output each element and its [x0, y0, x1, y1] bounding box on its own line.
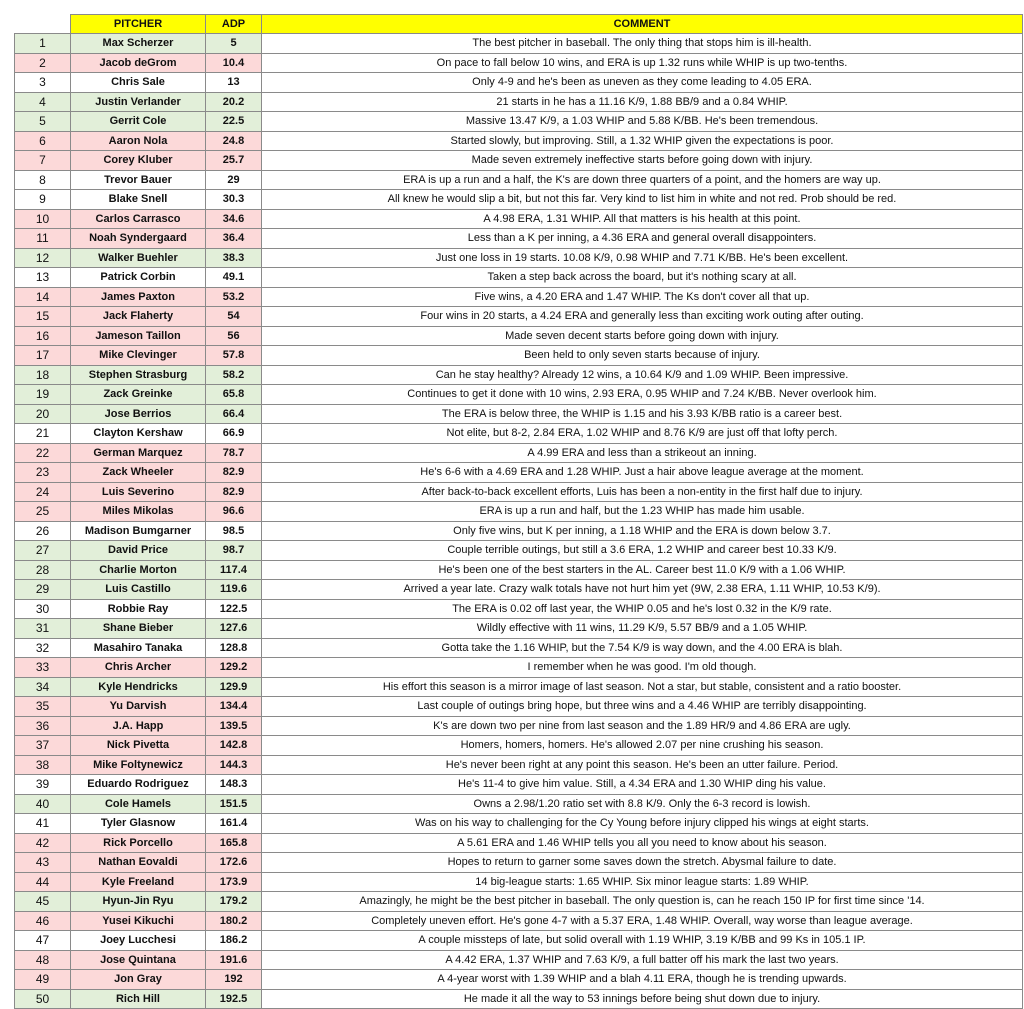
rank-cell[interactable]: 22 — [15, 443, 71, 463]
rank-cell[interactable]: 24 — [15, 482, 71, 502]
pitcher-row — [15, 53, 1023, 73]
comment-cell[interactable]: Couple terrible outings, but still a 3.6 ERA, 1.2 WHIP and career best 10.33 K/9. — [262, 541, 1023, 561]
comment-cell[interactable]: Massive 13.47 K/9, a 1.03 WHIP and 5.88 K/BB. He's been tremendous. — [262, 112, 1023, 132]
rank-cell[interactable]: 3 — [15, 73, 71, 93]
comment-column-header[interactable]: COMMENT — [262, 15, 1023, 34]
rankings-table — [14, 14, 1023, 1009]
pitcher-name-cell[interactable]: Mike Foltynewicz — [71, 755, 206, 775]
pitcher-name-cell[interactable]: Gerrit Cole — [71, 112, 206, 132]
pitcher-row — [15, 326, 1023, 346]
pitcher-row — [15, 229, 1023, 249]
rank-cell[interactable]: 21 — [15, 424, 71, 444]
pitcher-name-cell[interactable]: Patrick Corbin — [71, 268, 206, 288]
pitcher-name-cell[interactable]: Kyle Hendricks — [71, 677, 206, 697]
comment-cell[interactable]: Owns a 2.98/1.20 ratio set with 8.8 K/9. Only the 6-3 record is lowish. — [262, 794, 1023, 814]
adp-cell[interactable]: 192 — [206, 970, 262, 990]
comment-cell[interactable]: Continues to get it done with 10 wins, 2.93 ERA, 0.95 WHIP and 7.24 K/BB. Never overlook him. — [262, 385, 1023, 405]
pitcher-row — [15, 833, 1023, 853]
comment-cell[interactable]: He's never been right at any point this season. He's been an utter failure. Period. — [262, 755, 1023, 775]
comment-cell[interactable]: A 4-year worst with 1.39 WHIP and a blah 4.11 ERA, though he is trending upwards. — [262, 970, 1023, 990]
rank-cell[interactable]: 11 — [15, 229, 71, 249]
pitcher-name-cell[interactable]: Charlie Morton — [71, 560, 206, 580]
pitcher-row — [15, 677, 1023, 697]
adp-cell[interactable]: 20.2 — [206, 92, 262, 112]
adp-cell[interactable]: 144.3 — [206, 755, 262, 775]
comment-cell[interactable]: He's 11-4 to give him value. Still, a 4.34 ERA and 1.30 WHIP ding his value. — [262, 775, 1023, 795]
rank-cell[interactable]: 50 — [15, 989, 71, 1009]
comment-cell[interactable]: I remember when he was good. I'm old though. — [262, 658, 1023, 678]
rankings-table-body — [15, 15, 1023, 1009]
comment-cell[interactable]: 21 starts in he has a 11.16 K/9, 1.88 BB/9 and a 0.84 WHIP. — [262, 92, 1023, 112]
adp-cell[interactable]: 179.2 — [206, 892, 262, 912]
comment-cell[interactable]: Five wins, a 4.20 ERA and 1.47 WHIP. The Ks don't cover all that up. — [262, 287, 1023, 307]
comment-cell[interactable]: Started slowly, but improving. Still, a 1.32 WHIP given the expectations is poor. — [262, 131, 1023, 151]
adp-cell[interactable]: 180.2 — [206, 911, 262, 931]
adp-cell[interactable]: 191.6 — [206, 950, 262, 970]
pitcher-row — [15, 34, 1023, 54]
pitcher-name-cell[interactable]: Luis Severino — [71, 482, 206, 502]
pitcher-name-cell[interactable]: Jack Flaherty — [71, 307, 206, 327]
pitcher-name-cell[interactable]: Aaron Nola — [71, 131, 206, 151]
pitcher-name-cell[interactable]: J.A. Happ — [71, 716, 206, 736]
adp-cell[interactable]: 165.8 — [206, 833, 262, 853]
rank-cell[interactable]: 43 — [15, 853, 71, 873]
rank-cell[interactable]: 33 — [15, 658, 71, 678]
rank-cell[interactable]: 31 — [15, 619, 71, 639]
pitcher-name-cell[interactable]: Robbie Ray — [71, 599, 206, 619]
pitcher-name-cell[interactable]: Jon Gray — [71, 970, 206, 990]
pitcher-row — [15, 443, 1023, 463]
adp-cell[interactable]: 128.8 — [206, 638, 262, 658]
pitcher-row — [15, 521, 1023, 541]
pitcher-row — [15, 911, 1023, 931]
pitcher-name-cell[interactable]: Jameson Taillon — [71, 326, 206, 346]
adp-cell[interactable]: 117.4 — [206, 560, 262, 580]
comment-cell[interactable]: Homers, homers, homers. He's allowed 2.07 per nine crushing his season. — [262, 736, 1023, 756]
pitcher-name-cell[interactable]: Luis Castillo — [71, 580, 206, 600]
adp-cell[interactable]: 25.7 — [206, 151, 262, 171]
rank-cell[interactable]: 2 — [15, 53, 71, 73]
pitcher-name-cell[interactable]: Carlos Carrasco — [71, 209, 206, 229]
pitcher-row — [15, 794, 1023, 814]
pitcher-name-cell[interactable]: Rich Hill — [71, 989, 206, 1009]
pitcher-row — [15, 970, 1023, 990]
adp-cell[interactable]: 122.5 — [206, 599, 262, 619]
pitcher-name-cell[interactable]: Nick Pivetta — [71, 736, 206, 756]
comment-cell[interactable]: On pace to fall below 10 wins, and ERA is up 1.32 runs while WHIP is up two-tenths. — [262, 53, 1023, 73]
rank-cell[interactable]: 18 — [15, 365, 71, 385]
pitcher-name-cell[interactable]: German Marquez — [71, 443, 206, 463]
adp-cell[interactable]: 66.4 — [206, 404, 262, 424]
adp-cell[interactable]: 30.3 — [206, 190, 262, 210]
comment-cell[interactable]: He made it all the way to 53 innings before being shut down due to injury. — [262, 989, 1023, 1009]
adp-cell[interactable]: 57.8 — [206, 346, 262, 366]
pitcher-row — [15, 248, 1023, 268]
adp-cell[interactable]: 173.9 — [206, 872, 262, 892]
comment-cell[interactable]: Less than a K per inning, a 4.36 ERA and general overall disappointers. — [262, 229, 1023, 249]
rank-cell[interactable]: 5 — [15, 112, 71, 132]
rank-cell[interactable]: 41 — [15, 814, 71, 834]
adp-cell[interactable]: 10.4 — [206, 53, 262, 73]
pitcher-name-cell[interactable]: Walker Buehler — [71, 248, 206, 268]
pitcher-name-cell[interactable]: David Price — [71, 541, 206, 561]
rank-cell[interactable]: 36 — [15, 716, 71, 736]
rank-cell[interactable]: 29 — [15, 580, 71, 600]
adp-cell[interactable]: 172.6 — [206, 853, 262, 873]
adp-cell[interactable]: 186.2 — [206, 931, 262, 951]
comment-cell[interactable]: Wildly effective with 11 wins, 11.29 K/9, 5.57 BB/9 and a 1.05 WHIP. — [262, 619, 1023, 639]
adp-cell[interactable]: 98.7 — [206, 541, 262, 561]
adp-cell[interactable]: 96.6 — [206, 502, 262, 522]
adp-cell[interactable]: 139.5 — [206, 716, 262, 736]
pitcher-name-cell[interactable]: James Paxton — [71, 287, 206, 307]
comment-cell[interactable]: Amazingly, he might be the best pitcher in baseball. The only question is, can he reach 150 IP for first time since '14. — [262, 892, 1023, 912]
comment-cell[interactable]: Taken a step back across the board, but it's nothing scary at all. — [262, 268, 1023, 288]
pitcher-name-cell[interactable]: Trevor Bauer — [71, 170, 206, 190]
comment-cell[interactable]: The best pitcher in baseball. The only thing that stops him is ill-health. — [262, 34, 1023, 54]
comment-cell[interactable]: His effort this season is a mirror image of last season. Not a star, but stable, consistent and a ratio booster. — [262, 677, 1023, 697]
rank-cell[interactable]: 7 — [15, 151, 71, 171]
pitcher-row — [15, 775, 1023, 795]
rank-cell[interactable]: 45 — [15, 892, 71, 912]
comment-cell[interactable]: K's are down two per nine from last season and the 1.89 HR/9 and 4.86 ERA are ugly. — [262, 716, 1023, 736]
rank-cell[interactable]: 10 — [15, 209, 71, 229]
pitcher-name-cell[interactable]: Jose Berrios — [71, 404, 206, 424]
comment-cell[interactable]: Hopes to return to garner some saves down the stretch. Abysmal failure to date. — [262, 853, 1023, 873]
adp-cell[interactable]: 13 — [206, 73, 262, 93]
pitcher-name-cell[interactable]: Jacob deGrom — [71, 53, 206, 73]
comment-cell[interactable]: Just one loss in 19 starts. 10.08 K/9, 0.98 WHIP and 7.71 K/BB. He's been excellent. — [262, 248, 1023, 268]
adp-cell[interactable]: 58.2 — [206, 365, 262, 385]
comment-cell[interactable]: Four wins in 20 starts, a 4.24 ERA and generally less than exciting work outing after outing. — [262, 307, 1023, 327]
rank-cell[interactable]: 34 — [15, 677, 71, 697]
rank-cell[interactable]: 15 — [15, 307, 71, 327]
rank-cell[interactable]: 1 — [15, 34, 71, 54]
pitcher-row — [15, 619, 1023, 639]
pitcher-row — [15, 502, 1023, 522]
rank-cell[interactable]: 26 — [15, 521, 71, 541]
rank-cell[interactable]: 40 — [15, 794, 71, 814]
comment-cell[interactable]: Only 4-9 and he's been as uneven as they come leading to 4.05 ERA. — [262, 73, 1023, 93]
rank-cell[interactable]: 37 — [15, 736, 71, 756]
pitcher-row — [15, 268, 1023, 288]
rank-cell[interactable]: 13 — [15, 268, 71, 288]
adp-cell[interactable]: 98.5 — [206, 521, 262, 541]
adp-cell[interactable]: 5 — [206, 34, 262, 54]
rank-cell[interactable]: 42 — [15, 833, 71, 853]
pitcher-row — [15, 92, 1023, 112]
rank-cell[interactable]: 4 — [15, 92, 71, 112]
pitcher-name-cell[interactable]: Stephen Strasburg — [71, 365, 206, 385]
pitcher-name-cell[interactable]: Zack Wheeler — [71, 463, 206, 483]
header-row — [15, 15, 1023, 34]
pitcher-row — [15, 346, 1023, 366]
rank-cell[interactable]: 8 — [15, 170, 71, 190]
rank-cell[interactable]: 27 — [15, 541, 71, 561]
pitcher-row — [15, 560, 1023, 580]
adp-cell[interactable]: 142.8 — [206, 736, 262, 756]
pitcher-row — [15, 307, 1023, 327]
rank-cell[interactable]: 17 — [15, 346, 71, 366]
adp-cell[interactable]: 56 — [206, 326, 262, 346]
pitcher-row — [15, 463, 1023, 483]
pitcher-row — [15, 112, 1023, 132]
comment-cell[interactable]: A 4.42 ERA, 1.37 WHIP and 7.63 K/9, a full batter off his mark the last two years. — [262, 950, 1023, 970]
pitcher-row — [15, 541, 1023, 561]
pitcher-name-cell[interactable]: Chris Archer — [71, 658, 206, 678]
comment-cell[interactable]: Made seven decent starts before going down with injury. — [262, 326, 1023, 346]
adp-cell[interactable]: 161.4 — [206, 814, 262, 834]
pitcher-name-cell[interactable]: Hyun-Jin Ryu — [71, 892, 206, 912]
rank-cell[interactable]: 46 — [15, 911, 71, 931]
pitcher-name-cell[interactable]: Mike Clevinger — [71, 346, 206, 366]
pitcher-row — [15, 736, 1023, 756]
comment-cell[interactable]: Arrived a year late. Crazy walk totals have not hurt him yet (9W, 2.38 ERA, 1.11 WHIP, 10.53 K/9). — [262, 580, 1023, 600]
adp-cell[interactable]: 66.9 — [206, 424, 262, 444]
adp-cell[interactable]: 24.8 — [206, 131, 262, 151]
comment-cell[interactable]: 14 big-league starts: 1.65 WHIP. Six minor league starts: 1.89 WHIP. — [262, 872, 1023, 892]
pitcher-row — [15, 151, 1023, 171]
rank-cell[interactable]: 25 — [15, 502, 71, 522]
pitcher-name-cell[interactable]: Nathan Eovaldi — [71, 853, 206, 873]
pitcher-name-cell[interactable]: Zack Greinke — [71, 385, 206, 405]
adp-column-header[interactable]: ADP — [206, 15, 262, 34]
comment-cell[interactable]: Not elite, but 8-2, 2.84 ERA, 1.02 WHIP and 8.76 K/9 are just off that lofty perch. — [262, 424, 1023, 444]
comment-cell[interactable]: He's 6-6 with a 4.69 ERA and 1.28 WHIP. Just a hair above league average at the moment. — [262, 463, 1023, 483]
pitcher-row — [15, 287, 1023, 307]
rank-cell[interactable]: 35 — [15, 697, 71, 717]
pitcher-row — [15, 131, 1023, 151]
pitcher-name-cell[interactable]: Jose Quintana — [71, 950, 206, 970]
comment-cell[interactable]: The ERA is 0.02 off last year, the WHIP 0.05 and he's lost 0.32 in the K/9 rate. — [262, 599, 1023, 619]
adp-cell[interactable]: 148.3 — [206, 775, 262, 795]
adp-cell[interactable]: 49.1 — [206, 268, 262, 288]
adp-cell[interactable]: 34.6 — [206, 209, 262, 229]
pitcher-name-cell[interactable]: Justin Verlander — [71, 92, 206, 112]
adp-cell[interactable]: 29 — [206, 170, 262, 190]
pitcher-name-cell[interactable]: Yu Darvish — [71, 697, 206, 717]
comment-cell[interactable]: A 4.98 ERA, 1.31 WHIP. All that matters is his health at this point. — [262, 209, 1023, 229]
adp-cell[interactable]: 36.4 — [206, 229, 262, 249]
adp-cell[interactable]: 82.9 — [206, 463, 262, 483]
adp-cell[interactable]: 38.3 — [206, 248, 262, 268]
pitcher-name-cell[interactable]: Blake Snell — [71, 190, 206, 210]
pitcher-row — [15, 365, 1023, 385]
comment-cell[interactable]: Made seven extremely ineffective starts before going down with injury. — [262, 151, 1023, 171]
comment-cell[interactable]: After back-to-back excellent efforts, Luis has been a non-entity in the first half due to injury. — [262, 482, 1023, 502]
comment-cell[interactable]: Was on his way to challenging for the Cy Young before injury clipped his wings at eight starts. — [262, 814, 1023, 834]
pitcher-name-cell[interactable]: Shane Bieber — [71, 619, 206, 639]
pitcher-name-cell[interactable]: Masahiro Tanaka — [71, 638, 206, 658]
adp-cell[interactable]: 151.5 — [206, 794, 262, 814]
pitcher-row — [15, 892, 1023, 912]
rank-cell[interactable]: 28 — [15, 560, 71, 580]
rank-cell[interactable]: 44 — [15, 872, 71, 892]
pitcher-row — [15, 697, 1023, 717]
pitcher-row — [15, 716, 1023, 736]
comment-cell[interactable]: A 5.61 ERA and 1.46 WHIP tells you all you need to know about his season. — [262, 833, 1023, 853]
pitcher-name-cell[interactable]: Eduardo Rodriguez — [71, 775, 206, 795]
adp-cell[interactable]: 127.6 — [206, 619, 262, 639]
pitcher-name-cell[interactable]: Kyle Freeland — [71, 872, 206, 892]
pitcher-name-cell[interactable]: Max Scherzer — [71, 34, 206, 54]
rank-cell[interactable]: 49 — [15, 970, 71, 990]
pitcher-row — [15, 482, 1023, 502]
pitcher-row — [15, 658, 1023, 678]
pitcher-name-cell[interactable]: Joey Lucchesi — [71, 931, 206, 951]
pitcher-row — [15, 404, 1023, 424]
adp-cell[interactable]: 192.5 — [206, 989, 262, 1009]
header-blank-cell — [15, 15, 71, 34]
pitcher-row — [15, 580, 1023, 600]
comment-cell[interactable]: He's been one of the best starters in the AL. Career best 11.0 K/9 with a 1.06 WHIP. — [262, 560, 1023, 580]
comment-cell[interactable]: All knew he would slip a bit, but not this far. Very kind to list him in white and not red. Prob should be red. — [262, 190, 1023, 210]
pitcher-row — [15, 853, 1023, 873]
rank-cell[interactable]: 14 — [15, 287, 71, 307]
pitcher-name-cell[interactable]: Madison Bumgarner — [71, 521, 206, 541]
adp-cell[interactable]: 82.9 — [206, 482, 262, 502]
adp-cell[interactable]: 78.7 — [206, 443, 262, 463]
rank-cell[interactable]: 20 — [15, 404, 71, 424]
rank-cell[interactable]: 38 — [15, 755, 71, 775]
adp-cell[interactable]: 65.8 — [206, 385, 262, 405]
pitcher-row — [15, 170, 1023, 190]
comment-cell[interactable]: Can he stay healthy? Already 12 wins, a 10.64 K/9 and 1.09 WHIP. Been impressive. — [262, 365, 1023, 385]
pitcher-name-cell[interactable]: Yusei Kikuchi — [71, 911, 206, 931]
pitcher-row — [15, 989, 1023, 1009]
adp-cell[interactable]: 53.2 — [206, 287, 262, 307]
pitcher-row — [15, 209, 1023, 229]
pitcher-name-cell[interactable]: Rick Porcello — [71, 833, 206, 853]
rank-cell[interactable]: 9 — [15, 190, 71, 210]
adp-cell[interactable]: 129.9 — [206, 677, 262, 697]
comment-cell[interactable]: Last couple of outings bring hope, but three wins and a 4.46 WHIP are terribly disappointing. — [262, 697, 1023, 717]
pitcher-row — [15, 872, 1023, 892]
comment-cell[interactable]: Gotta take the 1.16 WHIP, but the 7.54 K/9 is way down, and the 4.00 ERA is blah. — [262, 638, 1023, 658]
pitcher-row — [15, 385, 1023, 405]
adp-cell[interactable]: 119.6 — [206, 580, 262, 600]
pitcher-name-cell[interactable]: Noah Syndergaard — [71, 229, 206, 249]
comment-cell[interactable]: Completely uneven effort. He's gone 4-7 with a 5.37 ERA, 1.48 WHIP. Overall, way worse than league average. — [262, 911, 1023, 931]
pitcher-row — [15, 814, 1023, 834]
adp-cell[interactable]: 134.4 — [206, 697, 262, 717]
pitcher-name-cell[interactable]: Miles Mikolas — [71, 502, 206, 522]
pitcher-name-cell[interactable]: Cole Hamels — [71, 794, 206, 814]
rank-cell[interactable]: 47 — [15, 931, 71, 951]
pitcher-row — [15, 755, 1023, 775]
pitcher-row — [15, 190, 1023, 210]
pitcher-name-cell[interactable]: Corey Kluber — [71, 151, 206, 171]
rank-cell[interactable]: 12 — [15, 248, 71, 268]
pitcher-row — [15, 599, 1023, 619]
rank-cell[interactable]: 23 — [15, 463, 71, 483]
adp-cell[interactable]: 129.2 — [206, 658, 262, 678]
comment-cell[interactable]: Only five wins, but K per inning, a 1.18 WHIP and the ERA is down below 3.7. — [262, 521, 1023, 541]
comment-cell[interactable]: A couple missteps of late, but solid overall with 1.19 WHIP, 3.19 K/BB and 99 Ks in 105.1 IP. — [262, 931, 1023, 951]
adp-cell[interactable]: 54 — [206, 307, 262, 327]
pitcher-row — [15, 638, 1023, 658]
rank-cell[interactable]: 6 — [15, 131, 71, 151]
pitcher-row — [15, 73, 1023, 93]
rank-cell[interactable]: 16 — [15, 326, 71, 346]
rank-cell[interactable]: 30 — [15, 599, 71, 619]
rank-cell[interactable]: 48 — [15, 950, 71, 970]
rank-cell[interactable]: 32 — [15, 638, 71, 658]
pitcher-row — [15, 950, 1023, 970]
pitcher-row — [15, 424, 1023, 444]
pitcher-row — [15, 931, 1023, 951]
adp-cell[interactable]: 22.5 — [206, 112, 262, 132]
comment-cell[interactable]: The ERA is below three, the WHIP is 1.15 and his 3.93 K/BB ratio is a career best. — [262, 404, 1023, 424]
comment-cell[interactable]: ERA is up a run and a half, the K's are down three quarters of a point, and the homers are way up. — [262, 170, 1023, 190]
pitcher-column-header[interactable]: PITCHER — [71, 15, 206, 34]
rank-cell[interactable]: 39 — [15, 775, 71, 795]
comment-cell[interactable]: ERA is up a run and half, but the 1.23 WHIP has made him usable. — [262, 502, 1023, 522]
comment-cell[interactable]: Been held to only seven starts because of injury. — [262, 346, 1023, 366]
pitcher-name-cell[interactable]: Clayton Kershaw — [71, 424, 206, 444]
comment-cell[interactable]: A 4.99 ERA and less than a strikeout an inning. — [262, 443, 1023, 463]
rank-cell[interactable]: 19 — [15, 385, 71, 405]
pitcher-name-cell[interactable]: Chris Sale — [71, 73, 206, 93]
pitcher-name-cell[interactable]: Tyler Glasnow — [71, 814, 206, 834]
